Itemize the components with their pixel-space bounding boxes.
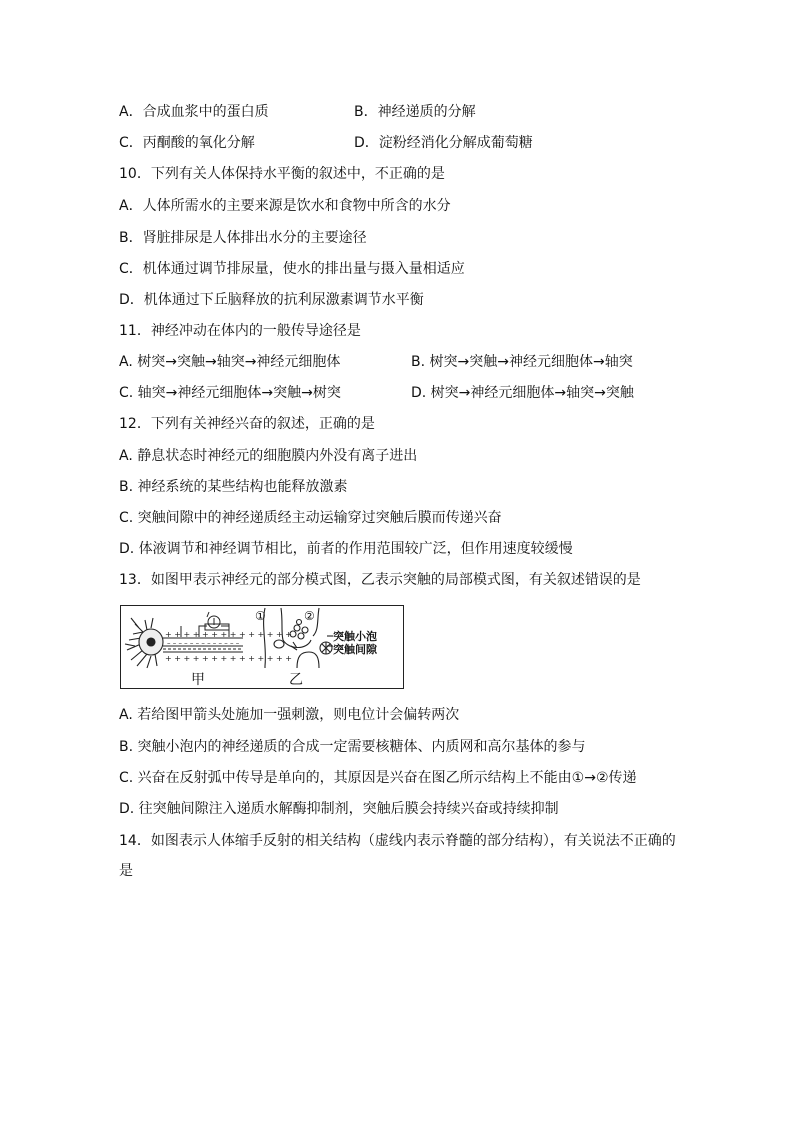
q13-option-b: B. 突触小泡内的神经递质的合成一定需要核糖体、内质网和高尔基体的参与: [119, 739, 586, 755]
q9-option-c: C．丙酮酸的氧化分解: [119, 135, 255, 151]
q10-option-c: C．机体通过调节排尿量，使水的排出量与摄入量相适应: [119, 261, 465, 277]
stimulus-arrow: [207, 612, 209, 617]
q10-stem: 10．下列有关人体保持水平衡的叙述中，不正确的是: [119, 166, 445, 182]
q11-option-b: B. 树突→突触→神经元细胞体→轴突: [411, 354, 633, 370]
q11-option-d: D. 树突→神经元细胞体→轴突→突触: [411, 385, 634, 401]
svg-text:– – – – – – – – – – – – –: – – – – – – – – – – – – –: [167, 639, 240, 647]
label-jia: 甲: [191, 672, 205, 688]
q11-stem: 11．神经冲动在体内的一般传导途径是: [119, 323, 361, 339]
circle-1-label: ①: [255, 609, 266, 623]
q9-option-d: D．淀粉经消化分解成葡萄糖: [354, 135, 533, 151]
q12-stem: 12．下列有关神经兴奋的叙述，正确的是: [119, 416, 375, 432]
q12-option-c: C. 突触间隙中的神经递质经主动运输穿过突触后膜而传递兴奋: [119, 510, 502, 526]
q14-stem-line2: 是: [119, 863, 133, 879]
q13-option-a: A. 若给图甲箭头处施加一强刺激，则电位计会偏转两次: [119, 707, 460, 723]
q13-option-c: C. 兴奋在反射弧中传导是单向的，其原因是兴奋在图乙所示结构上不能由①→②传递: [119, 770, 637, 786]
q10-option-d: D．机体通过下丘脑释放的抗利尿激素调节水平衡: [119, 292, 424, 308]
membrane-charges: [165, 630, 292, 663]
q14-stem-line1: 14．如图表示人体缩手反射的相关结构（虚线内表示脊髓的部分结构），有关说法不正确的: [119, 833, 676, 849]
q12-option-b: B. 神经系统的某些结构也能释放激素: [119, 479, 348, 495]
q12-option-d: D. 体液调节和神经调节相比，前者的作用范围较广泛，但作用速度较缓慢: [119, 541, 573, 557]
circle-2-label: ②: [304, 609, 315, 623]
svg-text:+ + + + + + + + + + + + + +: + + + + + + + + + + + + + +: [165, 630, 292, 639]
q9-option-a: A．合成血浆中的蛋白质: [119, 104, 269, 120]
q9-option-b: B．神经递质的分解: [354, 104, 476, 120]
q13-stem: 13．如图甲表示神经元的部分模式图，乙表示突触的局部模式图，有关叙述错误的是: [119, 572, 641, 588]
neuron-cell-body: [125, 618, 163, 668]
q12-option-a: A. 静息状态时神经元的细胞膜内外没有离子进出: [119, 448, 418, 464]
svg-text:+ + + + + + + + + + + + + +: + + + + + + + + + + + + + +: [165, 654, 292, 663]
label-yi: 乙: [289, 672, 303, 688]
q11-option-c: C. 轴突→神经元细胞体→突触→树突: [119, 385, 341, 401]
q10-option-b: B．肾脏排尿是人体排出水分的主要途径: [119, 230, 367, 246]
label-synaptic-cleft: 突触间隙: [333, 643, 377, 656]
q10-option-a: A．人体所需水的主要来源是饮水和食物中所含的水分: [119, 198, 451, 214]
neuron-synapse-figure: [120, 605, 404, 689]
label-synaptic-vesicle: 突触小泡: [333, 630, 377, 643]
q11-option-a: A. 树突→突触→轴突→神经元细胞体: [119, 354, 341, 370]
q13-option-d: D. 往突触间隙注入递质水解酶抑制剂，突触后膜会持续兴奋或持续抑制: [119, 801, 559, 817]
